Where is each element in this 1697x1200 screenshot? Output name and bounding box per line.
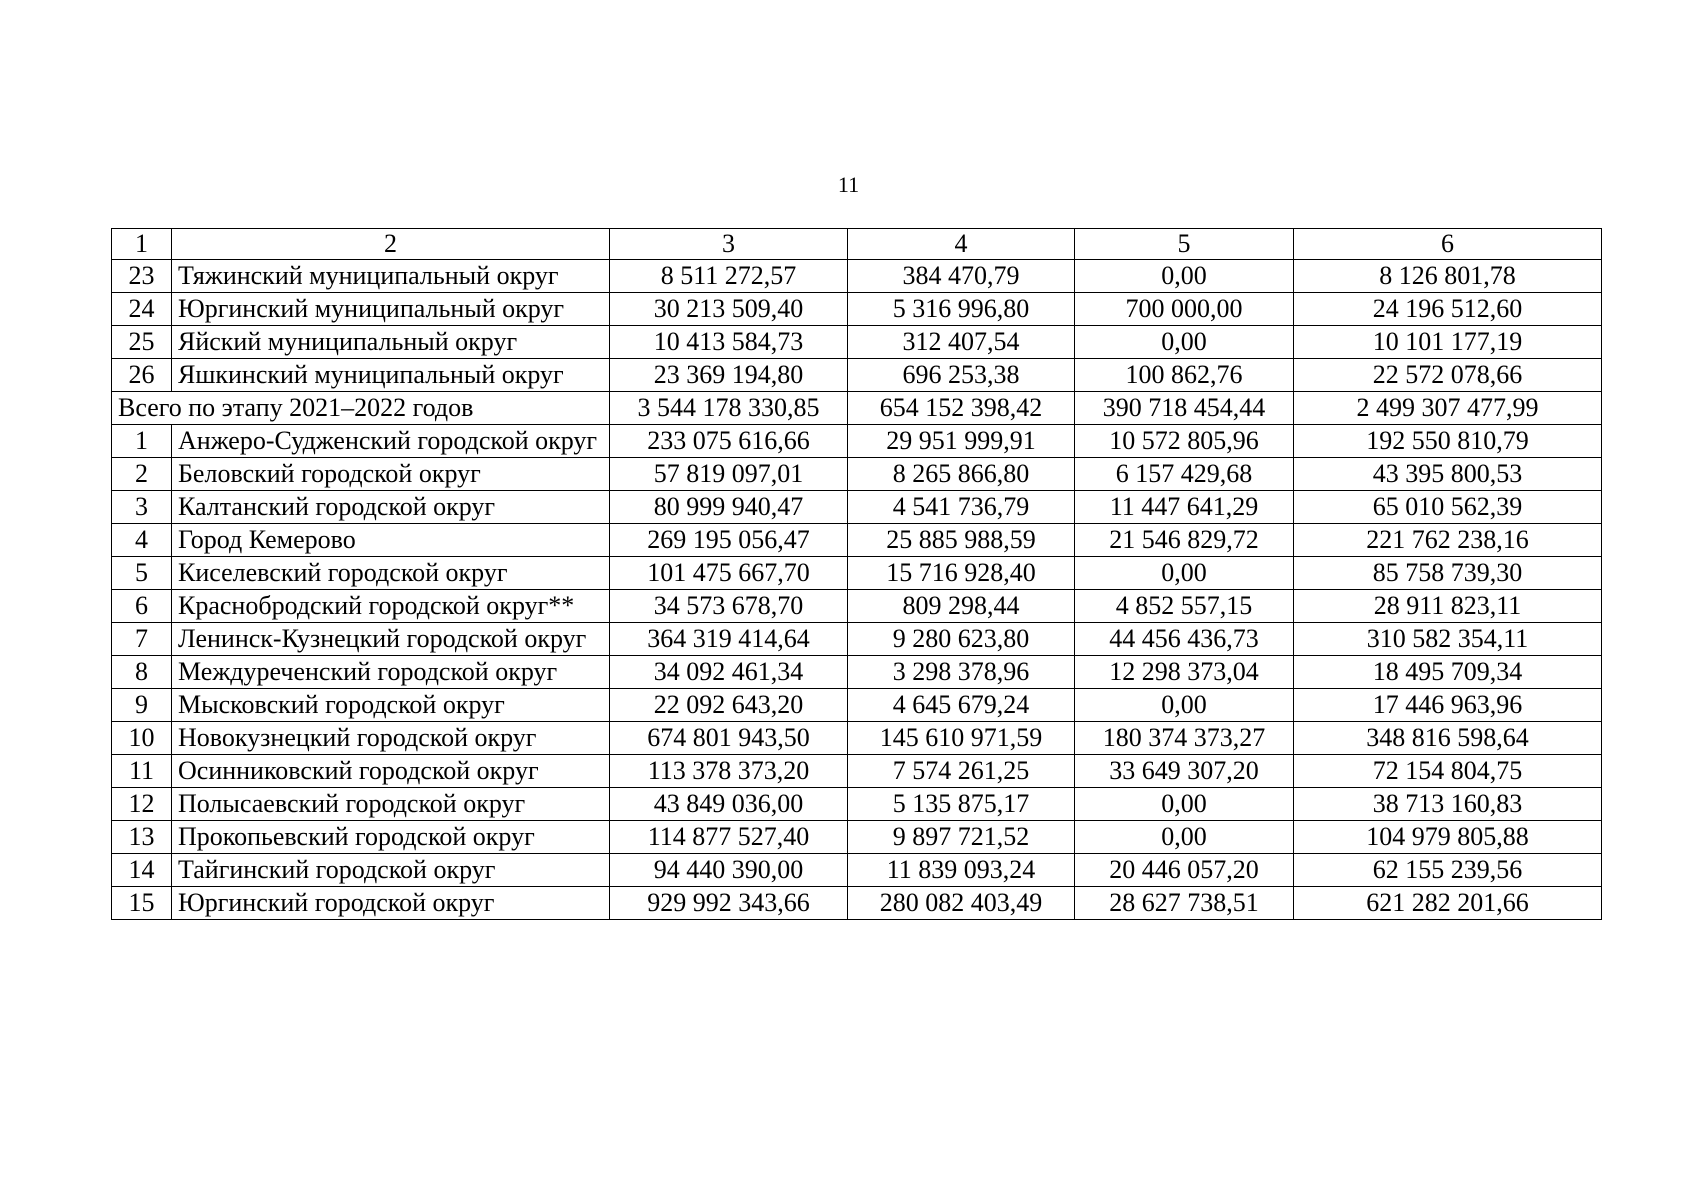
row-name: Юргинский муниципальный округ — [172, 293, 610, 326]
row-number: 13 — [112, 821, 172, 854]
row-number: 2 — [112, 458, 172, 491]
row-col3: 34 573 678,70 — [610, 590, 848, 623]
row-col5: 0,00 — [1075, 821, 1294, 854]
row-number: 11 — [112, 755, 172, 788]
column-header: 5 — [1075, 229, 1294, 260]
row-col5: 180 374 373,27 — [1075, 722, 1294, 755]
column-header: 2 — [172, 229, 610, 260]
row-number: 24 — [112, 293, 172, 326]
row-number: 7 — [112, 623, 172, 656]
row-col3: 57 819 097,01 — [610, 458, 848, 491]
row-col6: 72 154 804,75 — [1294, 755, 1602, 788]
row-col5: 28 627 738,51 — [1075, 887, 1294, 920]
row-col4: 809 298,44 — [848, 590, 1075, 623]
column-header: 1 — [112, 229, 172, 260]
row-number: 6 — [112, 590, 172, 623]
row-col4: 5 316 996,80 — [848, 293, 1075, 326]
row-col6: 221 762 238,16 — [1294, 524, 1602, 557]
row-number: 12 — [112, 788, 172, 821]
row-col5: 10 572 805,96 — [1075, 425, 1294, 458]
row-col6: 28 911 823,11 — [1294, 590, 1602, 623]
row-col4: 15 716 928,40 — [848, 557, 1075, 590]
table-row — [112, 656, 1602, 689]
row-col4: 9 280 623,80 — [848, 623, 1075, 656]
row-col3: 674 801 943,50 — [610, 722, 848, 755]
row-col4: 3 298 378,96 — [848, 656, 1075, 689]
row-name: Тайгинский городской округ — [172, 854, 610, 887]
total-col4: 654 152 398,42 — [848, 392, 1075, 425]
row-col6: 621 282 201,66 — [1294, 887, 1602, 920]
row-col6: 8 126 801,78 — [1294, 260, 1602, 293]
table-header — [112, 229, 1602, 260]
row-col5: 20 446 057,20 — [1075, 854, 1294, 887]
row-name: Юргинский городской округ — [172, 887, 610, 920]
row-col3: 113 378 373,20 — [610, 755, 848, 788]
row-col4: 25 885 988,59 — [848, 524, 1075, 557]
row-col6: 10 101 177,19 — [1294, 326, 1602, 359]
row-number: 25 — [112, 326, 172, 359]
table-row — [112, 458, 1602, 491]
row-col3: 269 195 056,47 — [610, 524, 848, 557]
row-col3: 80 999 940,47 — [610, 491, 848, 524]
rows-city-districts — [112, 425, 1602, 920]
table-row — [112, 854, 1602, 887]
row-number: 15 — [112, 887, 172, 920]
row-col3: 22 092 643,20 — [610, 689, 848, 722]
table-row — [112, 326, 1602, 359]
row-col6: 104 979 805,88 — [1294, 821, 1602, 854]
row-col5: 4 852 557,15 — [1075, 590, 1294, 623]
table-row — [112, 359, 1602, 392]
row-col5: 12 298 373,04 — [1075, 656, 1294, 689]
row-col6: 43 395 800,53 — [1294, 458, 1602, 491]
table-row — [112, 689, 1602, 722]
row-col4: 384 470,79 — [848, 260, 1075, 293]
total-row — [112, 392, 1602, 425]
row-col6: 348 816 598,64 — [1294, 722, 1602, 755]
row-name: Междуреченский городской округ — [172, 656, 610, 689]
column-header: 3 — [610, 229, 848, 260]
table-row — [112, 491, 1602, 524]
table-row — [112, 788, 1602, 821]
row-col5: 0,00 — [1075, 788, 1294, 821]
row-name: Тяжинский муниципальный округ — [172, 260, 610, 293]
row-number: 3 — [112, 491, 172, 524]
row-name: Яшкинский муниципальный округ — [172, 359, 610, 392]
row-name: Киселевский городской округ — [172, 557, 610, 590]
row-col5: 700 000,00 — [1075, 293, 1294, 326]
row-col4: 8 265 866,80 — [848, 458, 1075, 491]
table-row — [112, 524, 1602, 557]
row-col3: 929 992 343,66 — [610, 887, 848, 920]
row-col6: 18 495 709,34 — [1294, 656, 1602, 689]
row-name: Мысковский городской округ — [172, 689, 610, 722]
table-row — [112, 821, 1602, 854]
row-col6: 24 196 512,60 — [1294, 293, 1602, 326]
table-row — [112, 755, 1602, 788]
row-col4: 7 574 261,25 — [848, 755, 1075, 788]
row-col3: 8 511 272,57 — [610, 260, 848, 293]
row-col3: 30 213 509,40 — [610, 293, 848, 326]
row-col3: 43 849 036,00 — [610, 788, 848, 821]
row-col3: 233 075 616,66 — [610, 425, 848, 458]
row-col6: 38 713 160,83 — [1294, 788, 1602, 821]
row-name: Калтанский городской округ — [172, 491, 610, 524]
row-col5: 0,00 — [1075, 260, 1294, 293]
table-row — [112, 425, 1602, 458]
column-number-row — [112, 229, 1602, 260]
row-number: 9 — [112, 689, 172, 722]
row-col3: 364 319 414,64 — [610, 623, 848, 656]
row-name: Прокопьевский городской округ — [172, 821, 610, 854]
row-col4: 29 951 999,91 — [848, 425, 1075, 458]
row-name: Ленинск-Кузнецкий городской округ — [172, 623, 610, 656]
row-col4: 11 839 093,24 — [848, 854, 1075, 887]
row-col4: 4 645 679,24 — [848, 689, 1075, 722]
row-col6: 310 582 354,11 — [1294, 623, 1602, 656]
total-col6: 2 499 307 477,99 — [1294, 392, 1602, 425]
row-number: 1 — [112, 425, 172, 458]
row-col3: 114 877 527,40 — [610, 821, 848, 854]
row-number: 4 — [112, 524, 172, 557]
row-col6: 65 010 562,39 — [1294, 491, 1602, 524]
row-col4: 280 082 403,49 — [848, 887, 1075, 920]
row-col3: 34 092 461,34 — [610, 656, 848, 689]
total-label: Всего по этапу 2021–2022 годов — [112, 392, 610, 425]
column-header: 6 — [1294, 229, 1602, 260]
row-col3: 101 475 667,70 — [610, 557, 848, 590]
row-name: Новокузнецкий городской округ — [172, 722, 610, 755]
row-col5: 44 456 436,73 — [1075, 623, 1294, 656]
table-row — [112, 293, 1602, 326]
row-name: Анжеро-Судженский городской округ — [172, 425, 610, 458]
row-col5: 6 157 429,68 — [1075, 458, 1294, 491]
row-col5: 0,00 — [1075, 689, 1294, 722]
row-name: Осинниковский городской округ — [172, 755, 610, 788]
row-col6: 17 446 963,96 — [1294, 689, 1602, 722]
total-col5: 390 718 454,44 — [1075, 392, 1294, 425]
stage-total — [112, 392, 1602, 425]
row-col3: 94 440 390,00 — [610, 854, 848, 887]
row-number: 14 — [112, 854, 172, 887]
budget-table — [111, 228, 1602, 920]
row-col5: 11 447 641,29 — [1075, 491, 1294, 524]
row-number: 26 — [112, 359, 172, 392]
page-number: 11 — [837, 172, 860, 197]
total-col3: 3 544 178 330,85 — [610, 392, 848, 425]
row-col4: 145 610 971,59 — [848, 722, 1075, 755]
row-number: 10 — [112, 722, 172, 755]
row-col5: 0,00 — [1075, 326, 1294, 359]
table-row — [112, 623, 1602, 656]
rows-municipal-districts — [112, 260, 1602, 392]
row-number: 23 — [112, 260, 172, 293]
row-name: Краснобродский городской округ** — [172, 590, 610, 623]
row-name: Город Кемерово — [172, 524, 610, 557]
row-col5: 0,00 — [1075, 557, 1294, 590]
row-col4: 312 407,54 — [848, 326, 1075, 359]
table-row — [112, 557, 1602, 590]
row-name: Яйский муниципальный округ — [172, 326, 610, 359]
row-col5: 33 649 307,20 — [1075, 755, 1294, 788]
row-col3: 10 413 584,73 — [610, 326, 848, 359]
row-col4: 9 897 721,52 — [848, 821, 1075, 854]
row-col6: 62 155 239,56 — [1294, 854, 1602, 887]
row-col4: 5 135 875,17 — [848, 788, 1075, 821]
row-col4: 4 541 736,79 — [848, 491, 1075, 524]
row-col6: 85 758 739,30 — [1294, 557, 1602, 590]
row-col6: 192 550 810,79 — [1294, 425, 1602, 458]
table-row — [112, 590, 1602, 623]
row-col5: 21 546 829,72 — [1075, 524, 1294, 557]
row-col6: 22 572 078,66 — [1294, 359, 1602, 392]
table-row — [112, 887, 1602, 920]
row-name: Беловский городской округ — [172, 458, 610, 491]
row-number: 8 — [112, 656, 172, 689]
table-row — [112, 260, 1602, 293]
row-name: Полысаевский городской округ — [172, 788, 610, 821]
row-number: 5 — [112, 557, 172, 590]
table-row — [112, 722, 1602, 755]
row-col5: 100 862,76 — [1075, 359, 1294, 392]
row-col4: 696 253,38 — [848, 359, 1075, 392]
row-col3: 23 369 194,80 — [610, 359, 848, 392]
column-header: 4 — [848, 229, 1075, 260]
